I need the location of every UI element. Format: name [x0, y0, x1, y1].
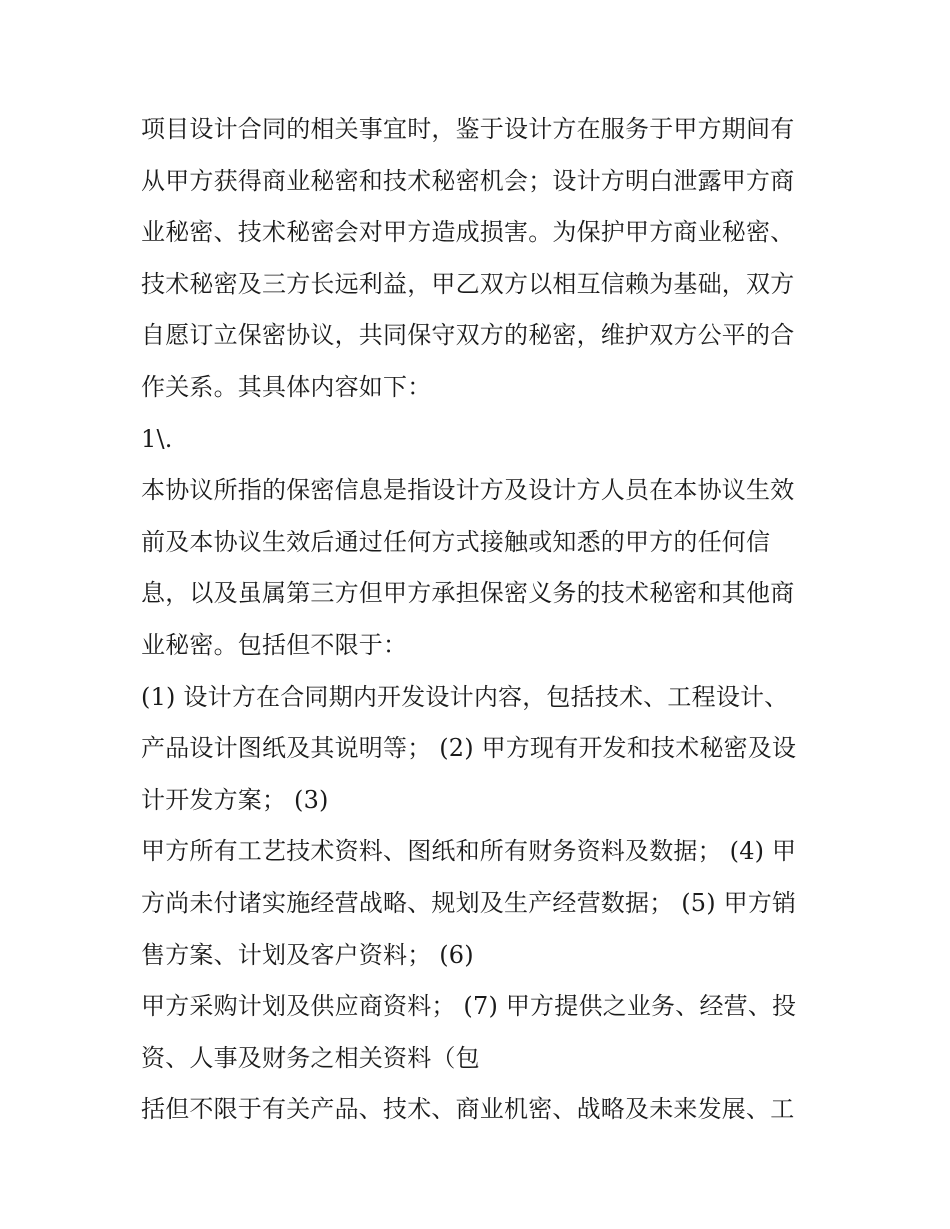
list-line: 甲方采购计划及供应商资料； (7) 甲方提供之业务、经营、投 — [141, 992, 797, 1021]
document-body — [141, 104, 821, 1136]
text-line: 息，以及虽属第三方但甲方承担保密义务的技术秘密和其他商 — [141, 579, 795, 608]
list-line: 产品设计图纸及其说明等； (2) 甲方现有开发和技术秘密及设 — [141, 734, 797, 763]
list-line: (1) 设计方在合同期内开发设计内容，包括技术、工程设计、 — [141, 682, 789, 711]
list-line: 方尚未付诸实施经营战略、规划及生产经营数据； (5) 甲方销 — [141, 888, 797, 917]
text-line: 自愿订立保密协议，共同保守双方的秘密，维护双方公平的合 — [141, 321, 795, 350]
text-line: 技术秘密及三方长远利益，甲乙双方以相互信赖为基础，双方 — [141, 269, 795, 298]
list-line: 甲方所有工艺技术资料、图纸和所有财务资料及数据； (4) 甲 — [141, 837, 797, 866]
text-line: 业秘密、技术秘密会对甲方造成损害。为保护甲方商业秘密、 — [141, 218, 795, 247]
list-line: 资、人事及财务之相关资料（包 — [141, 1043, 480, 1072]
list-line: 计开发方案； (3) — [141, 785, 329, 814]
text-line: 从甲方获得商业秘密和技术秘密机会；设计方明白泄露甲方商 — [141, 166, 795, 195]
text-line: 作关系。其具体内容如下： — [141, 372, 432, 401]
text-line: 前及本协议生效后通过任何方式接触或知悉的甲方的任何信 — [141, 527, 771, 556]
list-line: 售方案、计划及客户资料； (6) — [141, 940, 474, 969]
section-number: 1\. — [141, 424, 173, 453]
list-line: 括但不限于有关产品、技术、商业机密、战略及未来发展、工 — [141, 1095, 795, 1124]
text-line: 业秘密。包括但不限于： — [141, 630, 408, 659]
text-line: 项目设计合同的相关事宜时，鉴于设计方在服务于甲方期间有 — [141, 115, 795, 143]
text-line: 本协议所指的保密信息是指设计方及设计方人员在本协议生效 — [141, 476, 795, 505]
